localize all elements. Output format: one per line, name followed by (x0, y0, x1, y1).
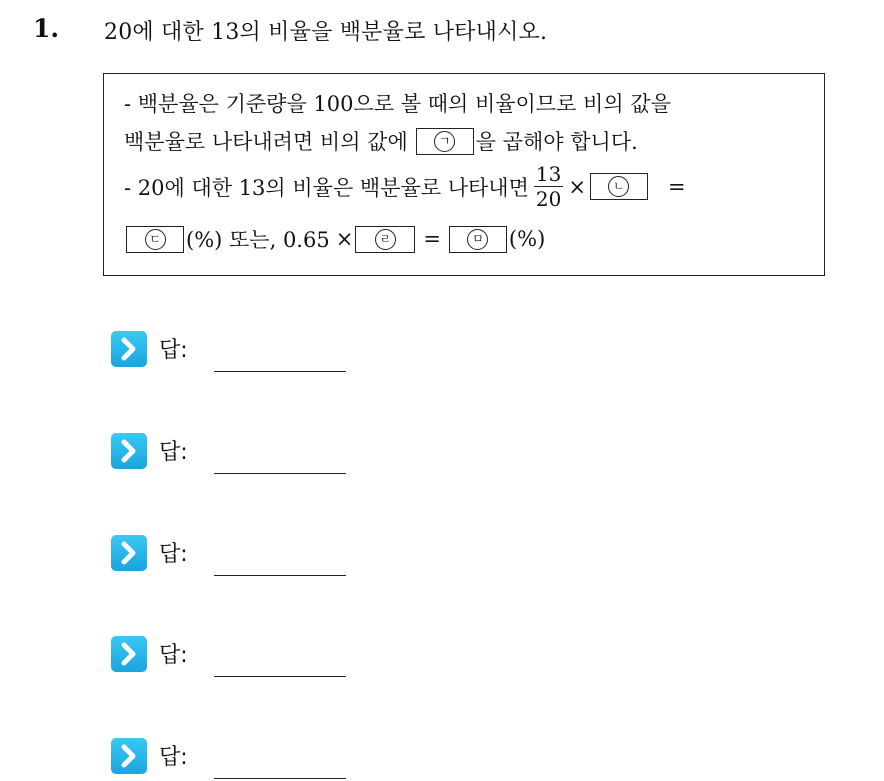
hint-line-2-text-a: 백분율로 나타내려면 비의 값에 (124, 130, 408, 154)
blank-a-label: ㄱ (434, 131, 455, 152)
hint-line-1: - 백분율은 기준량을 100으로 볼 때의 비율이므로 비의 값을 (124, 92, 671, 116)
answer-input-line[interactable] (214, 778, 346, 779)
hint-line-4 (124, 224, 545, 254)
blank-b (590, 173, 648, 200)
chevron-right-icon (111, 535, 147, 571)
blank-c (126, 226, 184, 253)
answer-input-line[interactable] (214, 473, 346, 474)
hint-line-4-text: (%) 또는, 0.65 (186, 228, 330, 252)
answer-label: 답: (159, 745, 188, 770)
times-sign-2: × (335, 227, 354, 251)
hint-line-3-text: - 20에 대한 13의 비율은 백분율로 나타내면 (124, 175, 529, 200)
blank-a (416, 128, 474, 155)
answer-input-line[interactable] (214, 575, 346, 576)
blank-b-label: ㄴ (608, 176, 629, 197)
times-sign-1: × (568, 174, 586, 199)
chevron-right-icon (111, 433, 147, 469)
answer-label: 답: (159, 338, 188, 363)
answer-label: 답: (159, 440, 188, 465)
answer-label: 답: (159, 542, 188, 567)
blank-e-label: ㅁ (467, 229, 488, 250)
chevron-right-icon (111, 738, 147, 774)
fraction-denominator: 20 (535, 187, 562, 211)
blank-e (449, 226, 507, 253)
blank-c-label: ㄷ (145, 229, 166, 250)
question-text: 20에 대한 13의 비율을 백분율로 나타내시오. (104, 20, 548, 45)
chevron-right-icon (111, 331, 147, 367)
equals-sign-2: = (423, 227, 441, 251)
hint-box (103, 73, 825, 276)
hint-line-3 (124, 162, 686, 211)
chevron-right-icon (111, 636, 147, 672)
percent-sign: (%) (508, 227, 546, 251)
fraction-numerator: 13 (535, 162, 562, 186)
answer-input-line[interactable] (214, 676, 346, 677)
question-number: 1. (33, 14, 60, 43)
hint-line-2 (124, 126, 638, 156)
hint-line-2-text-b: 을 곱해야 합니다. (475, 130, 638, 154)
blank-d (355, 226, 415, 253)
equals-sign-1: = (667, 174, 686, 199)
answer-input-line[interactable] (214, 371, 346, 372)
blank-d-label: ㄹ (375, 229, 396, 250)
fraction (534, 162, 563, 211)
answer-label: 답: (159, 643, 188, 668)
